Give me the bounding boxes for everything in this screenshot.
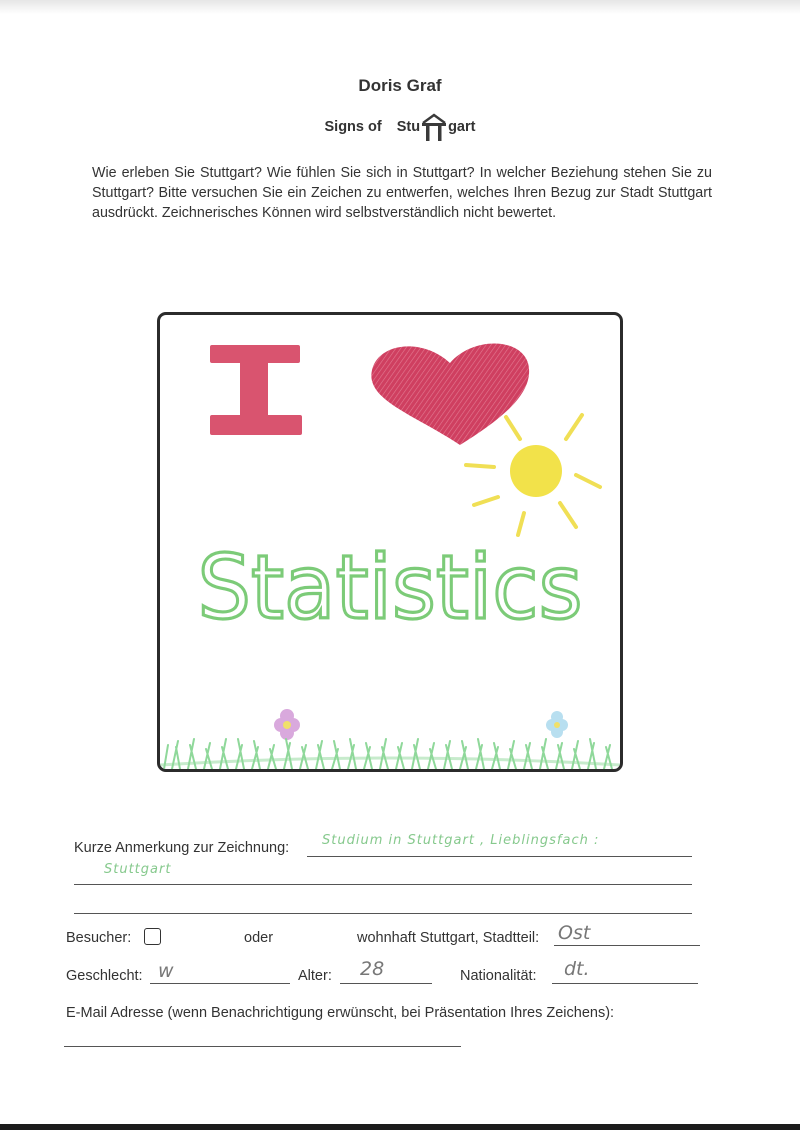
visitor-label: Besucher: [66, 930, 132, 946]
visitor-checkbox[interactable] [144, 928, 161, 945]
age-line [340, 983, 432, 984]
letter-i-drawing [210, 345, 302, 435]
or-label: oder [244, 930, 274, 946]
comment-value-1[interactable]: Studium in Stuttgart , Lieblingsfach : [322, 833, 600, 848]
drawing-frame [157, 312, 623, 772]
grass-drawing [160, 739, 620, 769]
age-value[interactable]: 28 [360, 958, 385, 980]
tv-tower-logo-icon [421, 112, 447, 142]
district-label: wohnhaft Stuttgart, Stadtteil: [357, 930, 540, 946]
heart-drawing [371, 344, 529, 446]
author-name: Doris Graf [358, 76, 442, 95]
comment-value-2[interactable]: Stuttgart [104, 862, 172, 877]
gender-value[interactable]: w [158, 960, 174, 982]
age-label: Alter: [298, 968, 332, 984]
nationality-line [552, 983, 698, 984]
title-part-2: Stu [396, 118, 421, 135]
intro-text: Wie erleben Sie Stuttgart? Wie fühlen Sie sich in Stuttgart? In welcher Beziehung stehen Sie zu Stuttgart? Bitte versuchen Sie ein Zeichen zu entwerfen, welches Ihren Bezug zur Stadt Stuttgart ausdrückt. Zeichnerisches Können wird selbstverständlich nicht bewertet. [92, 165, 712, 221]
drawing-canvas [160, 315, 620, 769]
comment-line-1 [307, 856, 692, 857]
page-title [0, 110, 800, 142]
comment-line-2 [74, 884, 692, 885]
scan-shadow-top [0, 0, 800, 14]
title-part-1: Signs of [324, 118, 382, 135]
district-line [554, 945, 700, 946]
title-part-3: gart [448, 118, 476, 135]
gender-line [150, 983, 290, 984]
comment-label: Kurze Anmerkung zur Zeichnung: [74, 840, 290, 856]
statistics-text: Statistics [197, 536, 583, 639]
pink-flower-drawing [274, 709, 300, 740]
district-value[interactable]: Ost [558, 922, 591, 944]
comment-line-3 [74, 913, 692, 914]
email-line[interactable] [64, 1046, 461, 1047]
scan-edge-bottom [0, 1124, 800, 1130]
blue-flower-drawing [546, 711, 568, 738]
nationality-label: Nationalität: [460, 968, 537, 984]
gender-label: Geschlecht: [66, 968, 143, 984]
nationality-value[interactable]: dt. [564, 958, 590, 980]
email-label: E-Mail Adresse (wenn Benachrichtigung erwünscht, bei Präsentation Ihres Zeichens): [66, 1005, 615, 1021]
sun-drawing [466, 415, 600, 535]
